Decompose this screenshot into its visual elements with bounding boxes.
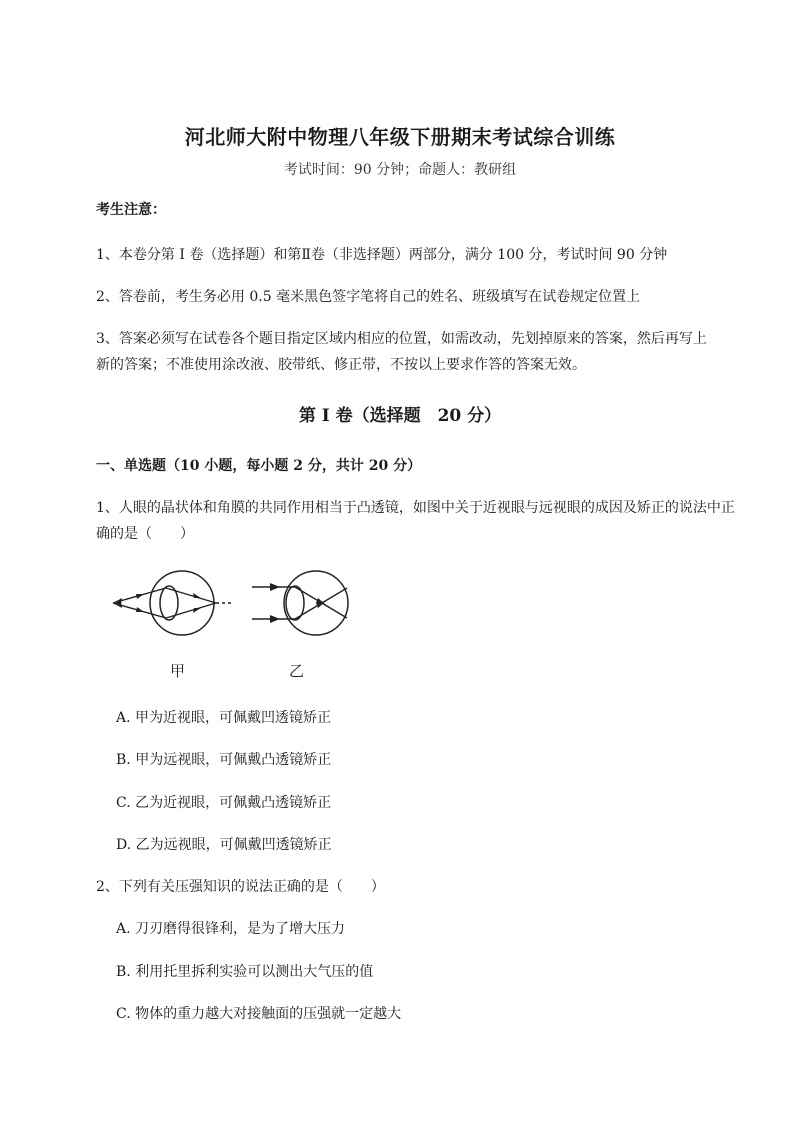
option-d[interactable]: D. 乙为远视眼，可佩戴凹透镜矫正: [116, 837, 332, 853]
eye-diagram-yi: [250, 568, 360, 640]
figure-label-jia: 甲: [170, 662, 186, 680]
figure-label-yi: 乙: [289, 662, 305, 680]
page-title: 河北师大附中物理八年级下册期末考试综合训练: [184, 125, 616, 149]
option-a[interactable]: A. 甲为近视眼，可佩戴凹透镜矫正: [116, 710, 332, 726]
notice-heading: 考生注意：: [96, 202, 166, 218]
option-b[interactable]: B. 甲为远视眼，可佩戴凸透镜矫正: [116, 752, 332, 768]
section-title: 第 I 卷（选择题 20 分）: [298, 406, 502, 426]
option-a[interactable]: A. 刀刃磨得很锋利，是为了增大压力: [116, 921, 346, 937]
exam-info: 考试时间：90 分钟；命题人：教研组: [283, 162, 517, 178]
option-c[interactable]: C. 乙为近视眼，可佩戴凸透镜矫正: [116, 795, 332, 811]
notice-item: 2、答卷前，考生务必用 0.5 毫米黑色签字笔将自己的姓名、班级填写在试卷规定位置上: [96, 289, 641, 305]
question-stem: 1、人眼的晶状体和角膜的共同作用相当于凸透镜，如图中关于近视眼与远视眼的成因及矫正的说法中正确的是（ ）: [96, 500, 735, 542]
notice-item: 1、本卷分第 I 卷（选择题）和第Ⅱ卷（非选择题）两部分，满分 100 分，考试时间 90 分钟: [96, 247, 668, 263]
option-c[interactable]: C. 物体的重力越大对接触面的压强就一定越大: [116, 1006, 402, 1022]
eye-diagram-jia: [108, 568, 238, 640]
option-b[interactable]: B. 利用托里拆利实验可以测出大气压的值: [116, 964, 374, 980]
question-stem: 2、下列有关压强知识的说法正确的是（ ）: [96, 879, 385, 895]
notice-item: 3、答案必须写在试卷各个题目指定区域内相应的位置，如需改动，先划掉原来的答案，然后再写上新的答案；不准使用涂改液、胶带纸、修正带，不按以上要求作答的答案无效。: [96, 331, 707, 373]
part-heading: 一、单选题（10 小题，每小题 2 分，共计 20 分）: [96, 458, 422, 474]
